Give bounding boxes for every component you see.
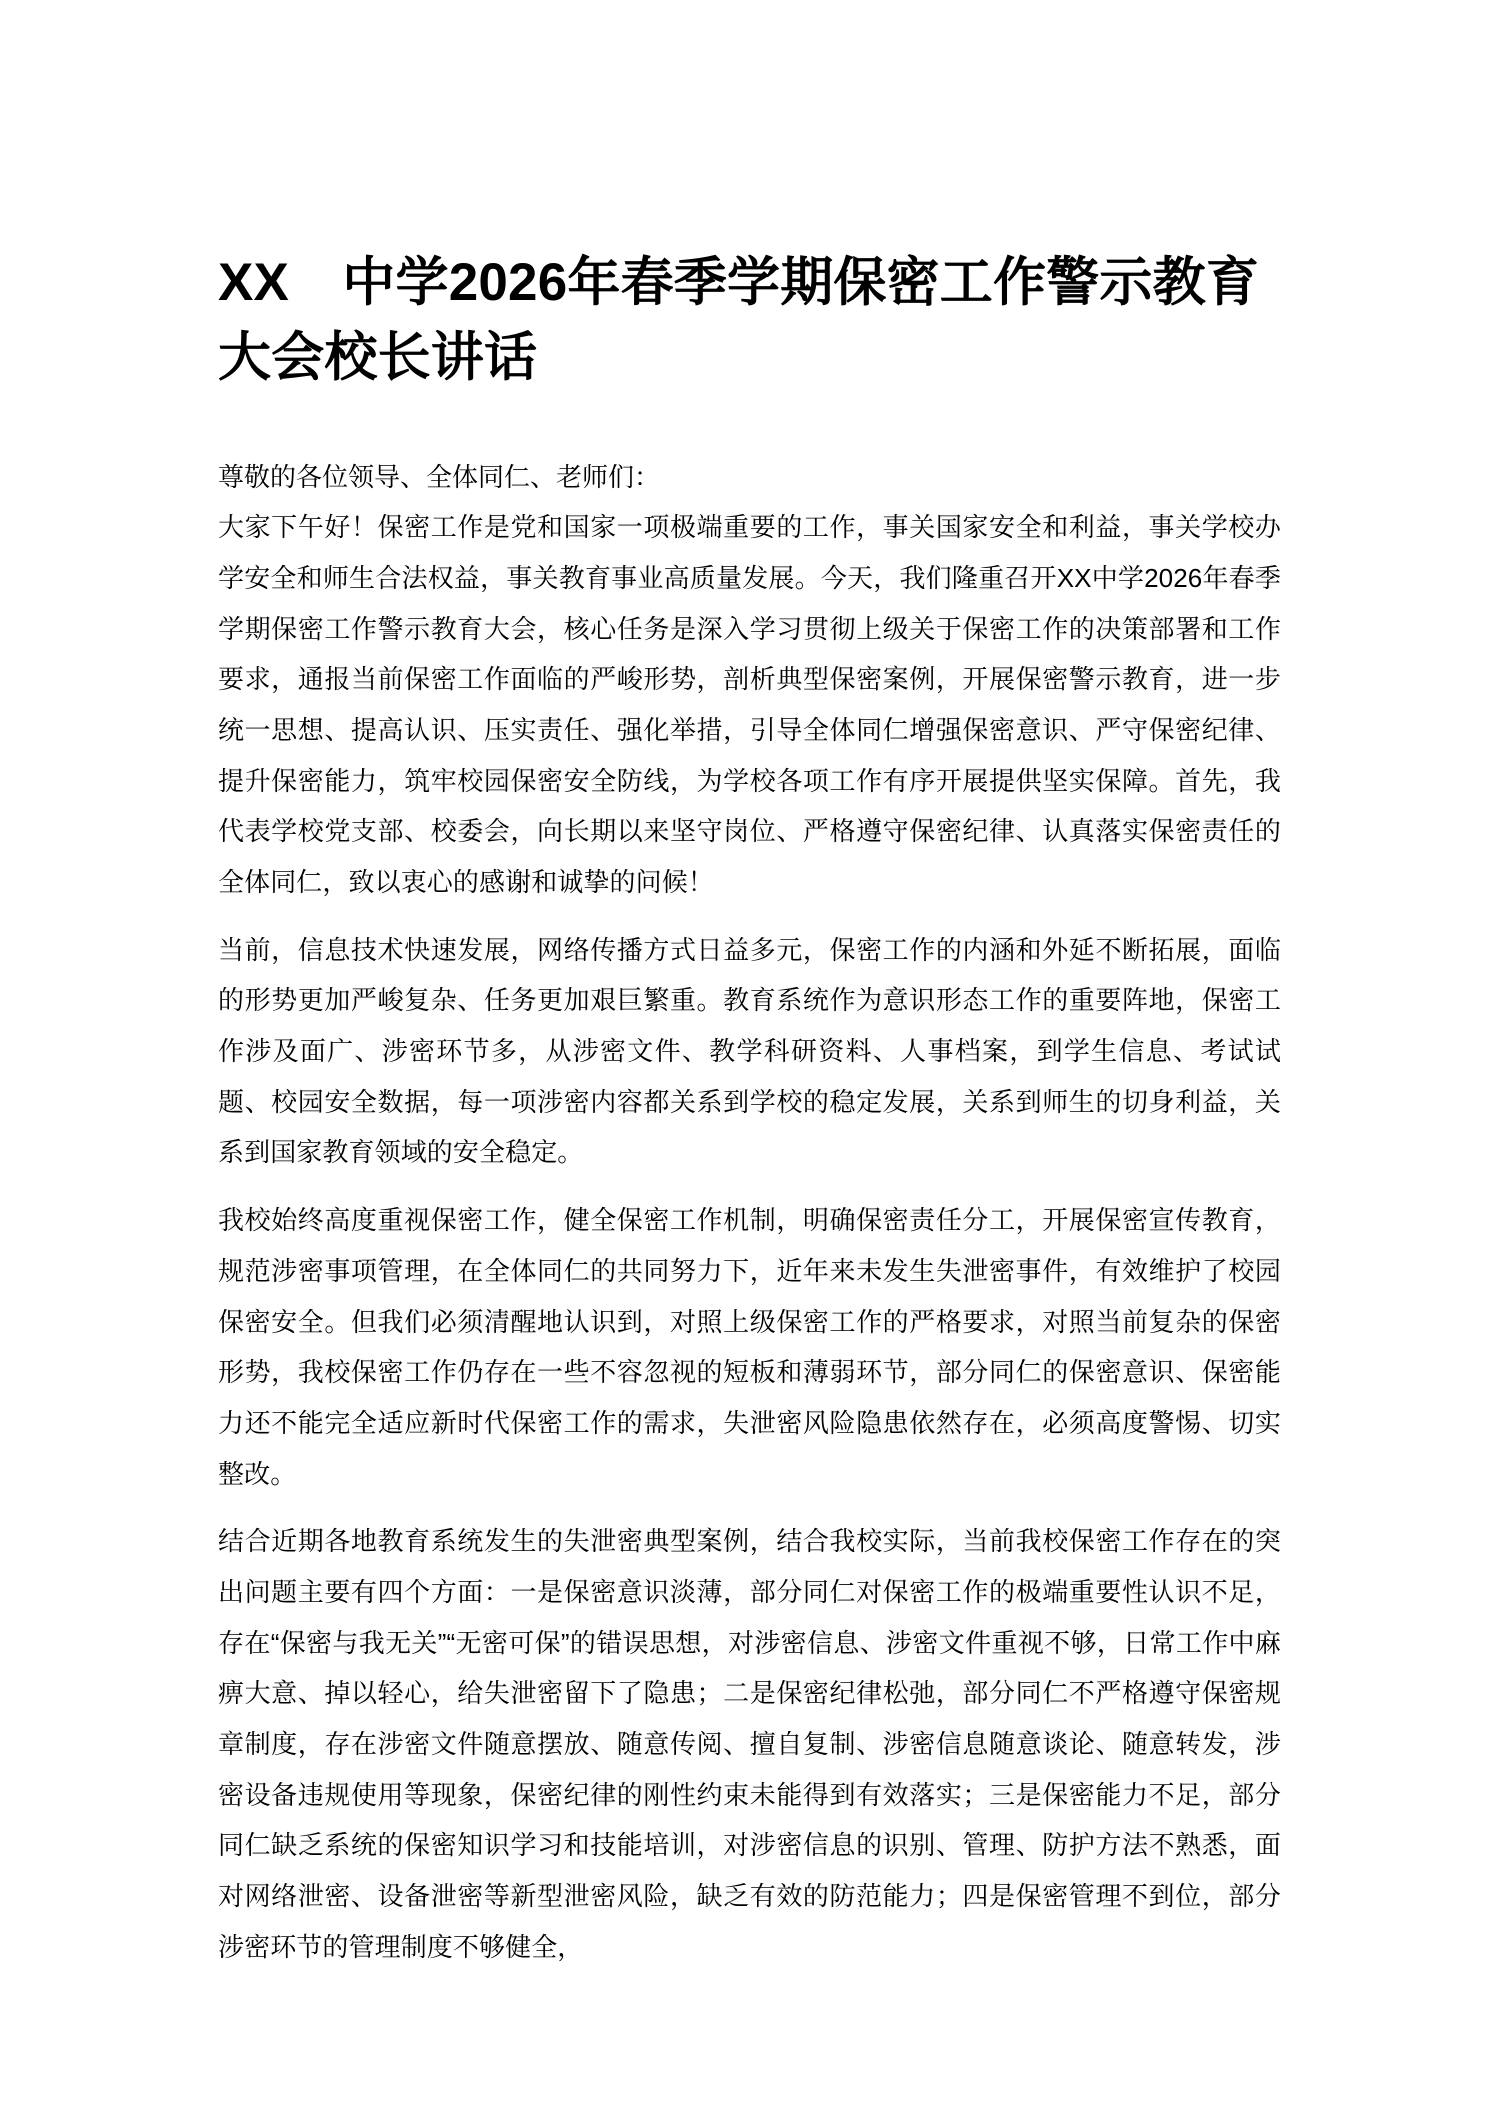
page-title-line-2: 警示教育大会校长讲话 [218,253,1260,388]
paragraph-2: 当前，信息技术快速发展，网络传播方式日益多元，保密工作的内涵和外延不断拓展，面临的形势更加严峻复杂、任务更加艰巨繁重。教育系统作为意识形态工作的重要阵地，保密工作涉及面广、涉密环节多，从涉密文件、教学科研资料、人事档案，到学生信息、考试试题、校园安全数据，每一项涉密内容都关系到学校的稳定发展，关系到师生的切身利益，关系到国家教育领域的安全稳定。 [218,934,1281,1168]
page-title-line-1: XX 中学2026年春季学期保密工作 [218,253,1047,312]
paragraph-4: 结合近期各地教育系统发生的失泄密典型案例，结合我校实际，当前我校保密工作存在的突出问题主要有四个方面：一是保密意识淡薄，部分同仁对保密工作的极端重要性认识不足，存在“保密与我无关”“无密可保”的错误思想，对涉密信息、涉密文件重视不够，日常工作中麻痹大意、掉以轻心，给失泄密留下了隐患；二是保密纪律松弛，部分同仁不严格遵守保密规章制度，存在涉密文件随意摆放、随意传阅、擅自复制、涉密信息随意谈论、随意转发，涉密设备违规使用等现象，保密纪律的刚性约束未能得到有效落实；三是保密能力不足，部分同仁缺乏系统的保密知识学习和技能培训，对涉密信息的识别、管理、防护方法不熟悉，面对网络泄密、设备泄密等新型泄密风险，缺乏有效的防范能力；四是保密管理不到位，部分涉密环节的管理制度不够健全， [218,1526,1281,1962]
document-body [218,502,1281,1972]
document-content [218,245,1281,1972]
paragraph-1: 大家下午好！保密工作是党和国家一项极端重要的工作，事关国家安全和利益，事关学校办学安全和师生合法权益，事关教育事业高质量发展。今天，我们隆重召开XX中学2026年春季学期保密工作警示教育大会，核心任务是深入学习贯彻上级关于保密工作的决策部署和工作要求，通报当前保密工作面临的严峻形势，剖析典型保密案例，开展保密警示教育，进一步统一思想、提高认识、压实责任、强化举措，引导全体同仁增强保密意识、严守保密纪律、提升保密能力，筑牢校园保密安全防线，为学校各项工作有序开展提供坚实保障。首先，我代表学校党支部、校委会，向长期以来坚守岗位、严格遵守保密纪律、认真落实保密责任的全体同仁，致以衷心的感谢和诚挚的问候！ [218,512,1281,897]
page-title [218,245,1281,396]
paragraph-3: 我校始终高度重视保密工作，健全保密工作机制，明确保密责任分工，开展保密宣传教育，规范涉密事项管理，在全体同仁的共同努力下，近年来未发生失泄密事件，有效维护了校园保密安全。但我们必须清醒地认识到，对照上级保密工作的严格要求，对照当前复杂的保密形势，我校保密工作仍存在一些不容忽视的短板和薄弱环节，部分同仁的保密意识、保密能力还不能完全适应新时代保密工作的需求，失泄密风险隐患依然存在，必须高度警惕、切实整改。 [218,1205,1281,1489]
salutation: 尊敬的各位领导、全体同仁、老师们： [218,461,661,492]
